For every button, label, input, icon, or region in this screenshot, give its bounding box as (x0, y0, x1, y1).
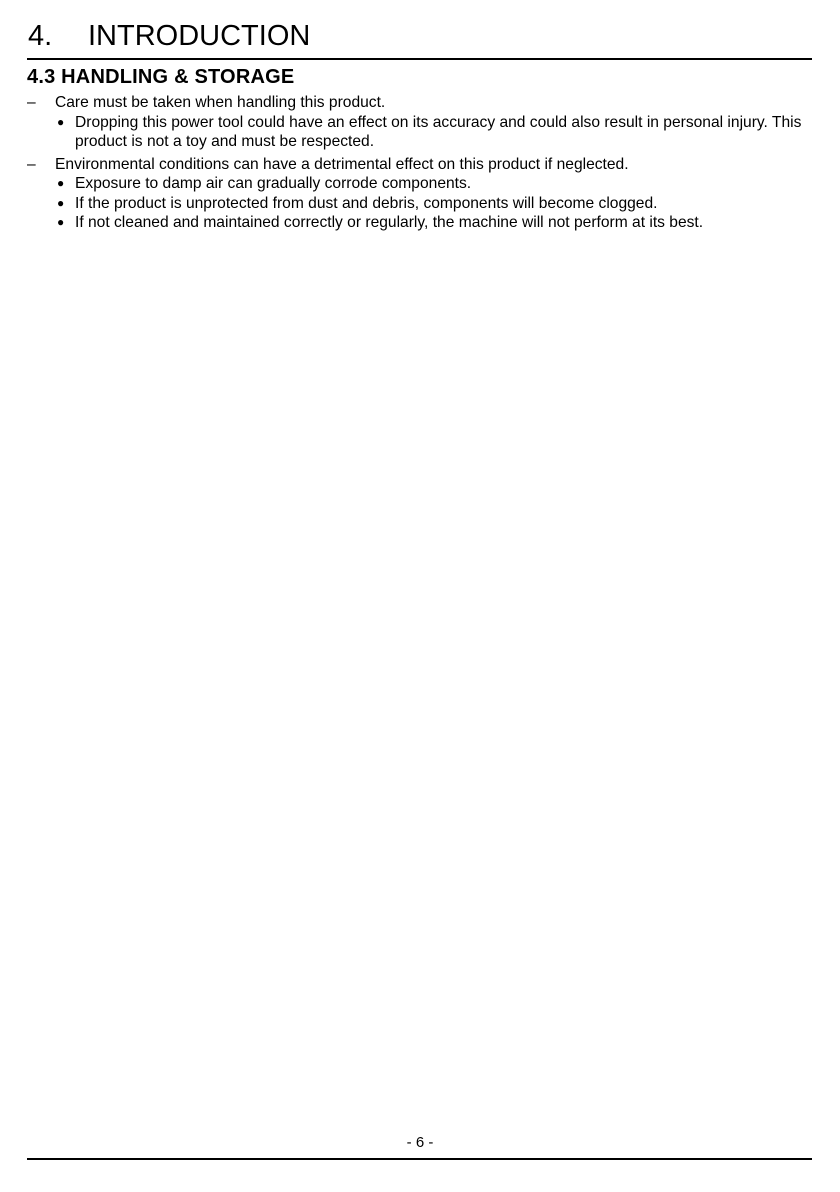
section-heading: 4.3 HANDLING & STORAGE (27, 66, 295, 88)
item-text: Environmental conditions can have a detrimental effect on this product if neglected. (55, 155, 629, 173)
bullet-icon: ● (57, 176, 65, 190)
dash-marker: – (27, 94, 36, 111)
bullet-icon: ● (57, 114, 65, 129)
bullet-icon: ● (57, 195, 65, 210)
sub-item-text: If the product is unprotected from dust and debris, components will become clogged. (75, 194, 658, 212)
item-text: Care must be taken when handling this product. (55, 94, 386, 111)
sub-list-item (55, 194, 812, 214)
sub-list (55, 113, 812, 152)
chapter-title: INTRODUCTION (88, 20, 311, 52)
sub-list (55, 174, 812, 233)
sub-item-text: If not cleaned and maintained correctly or regularly, the machine will not perform at its best. (75, 214, 704, 231)
sub-item-text: Exposure to damp air can gradually corrode components. (75, 175, 472, 192)
chapter-number: 4. (28, 20, 53, 52)
sub-list-item (55, 213, 812, 233)
page-number: - 6 - (406, 1134, 434, 1151)
list-item (27, 155, 812, 233)
footer-divider (27, 1158, 812, 1160)
section-item-list (27, 93, 812, 233)
list-item (27, 93, 812, 152)
sub-item-text: Dropping this power tool could have an effect on its accuracy and could also result in personal injury. This product is not a toy and must be respected. (75, 113, 802, 150)
dash-marker: – (27, 155, 36, 173)
page-header (28, 17, 812, 59)
bullet-icon: ● (57, 215, 65, 229)
sub-list-item (55, 113, 812, 152)
header-divider (27, 58, 812, 60)
sub-list-item (55, 174, 812, 194)
